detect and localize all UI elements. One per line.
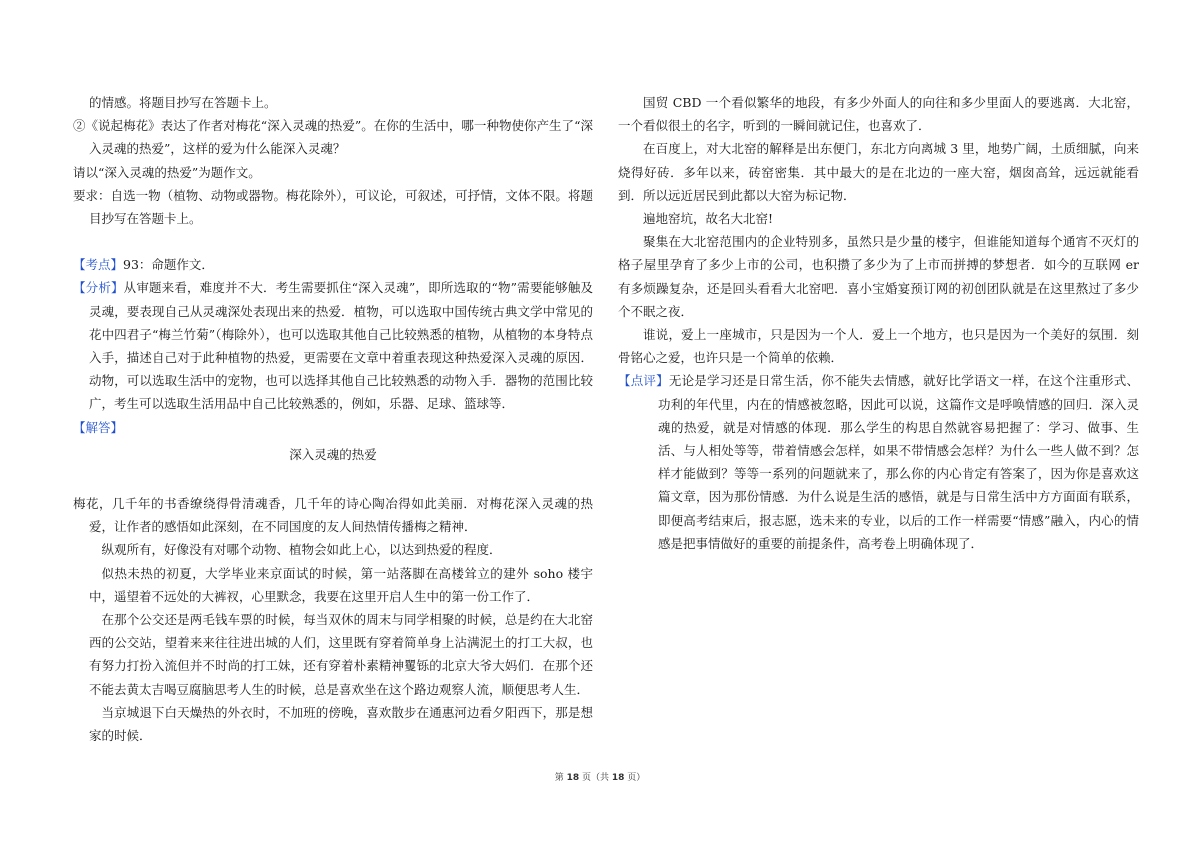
spacer [73, 230, 593, 253]
question-instruction: 请以“深入灵魂的热爱”为题作文。 [73, 164, 261, 180]
spacer [73, 466, 593, 489]
footer-mid: 页（共 [581, 773, 609, 783]
essay-paragraph: 似热未热的初夏，大学毕业来京面试的时候，第一站落脚在高楼耸立的建外 soho 楼宇中，遥望着不远处的大裤衩，心里默念，我要在这里开启人生中的第一份工作了． [89, 565, 593, 604]
fenxi-section [73, 276, 593, 415]
page-footer [0, 770, 1200, 783]
footer-suffix: 页） [627, 773, 646, 783]
essay-paragraph: 梅花，几千年的书香缭绕得骨清魂香，几千年的诗心陶冶得如此美丽．对梅花深入灵魂的热爱，让作者的感悟如此深刻，在不同国度的友人间热情传播梅之精神． [73, 496, 593, 535]
kaodian-text: 93：命题作文． [123, 257, 214, 273]
essay-paragraph: 在那个公交还是两毛钱车票的时候，每当双休的周末与同学相聚的时候，总是约在大北窑西的公交站，望着来来往往进出城的人们，这里既有穿着简单身上沾满泥土的打工大叔，也有努力打扮入流但并不时尚的打工妹，还有穿着朴素精神矍铄的北京大爷大妈们．在那个还不能去黄太吉喝豆腐脑思考人生的时候，总是喜欢坐在这个路边观察人流，顺便思考人生． [89, 612, 593, 697]
fenxi-text: 从审题来看，难度并不大．考生需要抓住“深入灵魂”，即所选取的“物”需要能够触及灵魂，要表现自己从灵魂深处表现出来的热爱．植物，可以选取中国传统古典文学中常见的花中四君子“梅兰竹菊”（梅除外），也可以选取其他自己比较熟悉的植物，从植物的本身特点入手，描述自己对于此种植物的热爱，更需要在文章中着重表现这种热爱深入灵魂的原因．动物，可以选取生活中的宠物，也可以选择其他自己比较熟悉的动物入手．器物的范围比较广，考生可以选取生活用品中自己比较熟悉的，例如，乐器、足球、篮球等． [89, 280, 593, 412]
essay-paragraph: 国贸 CBD 一个看似繁华的地段，有多少外面人的向往和多少里面人的要逃离．大北窑，一个看似很土的名字，听到的一瞬间就记住，也喜欢了． [618, 95, 1139, 134]
left-column [73, 91, 593, 747]
total-page-number: 18 [611, 773, 625, 783]
right-column [618, 91, 1139, 555]
jieda-tag: 【解答】 [73, 419, 124, 435]
essay-paragraph: 在百度上，对大北窑的解释是出东便门，东北方向离城 3 里，地势广阔，土质细腻，向来烧得好砖．多年以来，砖窑密集．其中最大的是在北边的一座大窑，烟囱高耸，远远就能看到．所以远近居民到此都以大窑为标记物． [618, 141, 1139, 203]
question-prompt: ②《说起梅花》表达了作者对梅花“深入灵魂的热爱”。在你的生活中，哪一种物使你产生了“深入灵魂的热爱”，这样的爱为什么能深入灵魂？ [73, 118, 593, 157]
essay-title: 深入灵魂的热爱 [289, 446, 377, 462]
dianping-text: 无论是学习还是日常生活，你不能失去情感，就好比学语文一样，在这个注重形式、功利的年代里，内在的情感被忽略，因此可以说，这篇作文是呼唤情感的回归．深入灵魂的热爱，就是对情感的体现．那么学生的构思自然就容易把握了：学习、做事、生活、与人相处等等，带着情感会怎样，如果不带情感会怎样？为什么一些人做不到？怎样才能做到？等等一系列的问题就来了，那么你的内心肯定有答案了，因为你是喜欢这篇文章，因为那份情感．为什么说是生活的感悟，就是与日常生活中方方面面有联系，即便高考结束后，报志愿，选未来的专业，以后的工作一样需要“情感”融入，内心的情感是把事情做好的重要的前提条件，高考卷上明确体现了． [658, 373, 1139, 551]
dianping-tag: 【点评】 [618, 373, 669, 389]
footer-prefix: 第 [554, 773, 564, 783]
question-text-line: 的情感。将题目抄写在答题卡上。 [89, 95, 277, 110]
kaodian-tag: 【考点】 [73, 257, 124, 273]
essay-paragraph: 当京城退下白天燥热的外衣时，不加班的傍晚，喜欢散步在通惠河边看夕阳西下，那是想家的时候． [89, 704, 593, 744]
question-requirements: 要求：自选一物（植物、动物或器物。梅花除外），可议论，可叙述，可抒情，文体不限。将题目抄写在答题卡上。 [73, 187, 593, 227]
dianping-section [618, 369, 1139, 555]
current-page-number: 18 [566, 773, 580, 783]
essay-paragraph: 纵观所有，好像没有对哪个动物、植物会如此上心，以达到热爱的程度． [101, 542, 502, 558]
essay-paragraph: 谁说，爱上一座城市，只是因为一个人．爱上一个地方，也只是因为一个美好的氛围．刻骨铭心之爱，也许只是一个简单的依赖． [618, 327, 1139, 366]
kaodian-section [73, 253, 593, 276]
essay-paragraph: 遍地窑坑，故名大北窑! [643, 211, 774, 227]
jieda-section [73, 416, 593, 439]
fenxi-tag: 【分析】 [73, 280, 124, 296]
essay-paragraph: 聚集在大北窑范围内的企业特别多，虽然只是少量的楼宇，但谁能知道每个通宵不灭灯的格子屋里孕育了多少上市的公司，也积攒了多少为了上市而拼搏的梦想者．如今的互联网 er 有多烦躁复杂，还是回头看看大北窑吧．喜小宝婚宴预订网的初创团队就是在这里熬过了多少个不眠之夜． [618, 234, 1139, 319]
